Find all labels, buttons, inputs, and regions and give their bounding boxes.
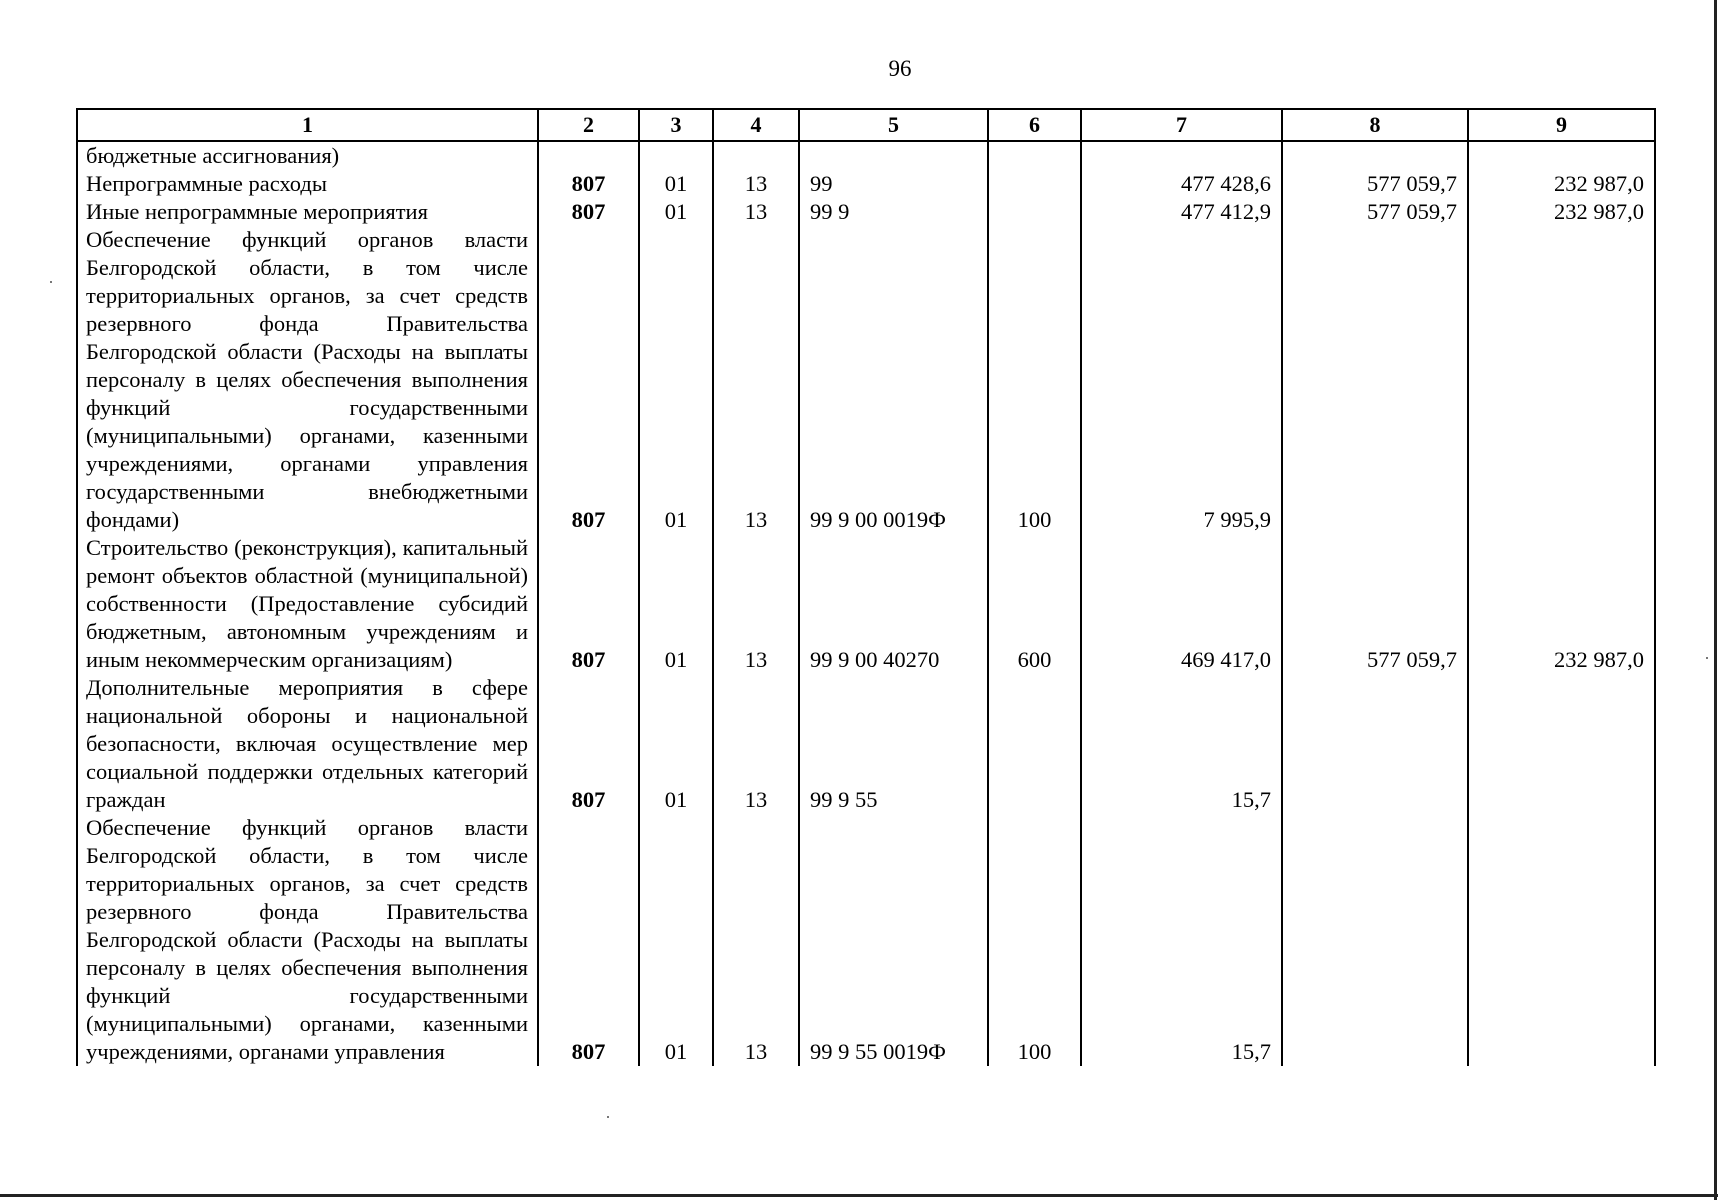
row-amount-3: 232 987,0 xyxy=(1468,534,1655,674)
row-description: Дополнительные мероприятия в сфере национальной обороны и национальной безопасности, включая осуществление мер социальной поддержки отдельных категорий граждан xyxy=(77,674,538,814)
row-amount-1: 7 995,9 xyxy=(1081,226,1282,534)
row-amount-3 xyxy=(1468,141,1655,170)
row-description: Строительство (реконструкция), капитальный ремонт объектов областной (муниципальной) собственности (Предоставление субсидий бюджетным, автономным учреждениям и иным некоммерческим организациям) xyxy=(77,534,538,674)
row-section: 01 xyxy=(639,814,713,1066)
table-row xyxy=(77,198,1655,226)
table-row xyxy=(77,534,1655,674)
row-section: 01 xyxy=(639,534,713,674)
row-subsection xyxy=(713,141,799,170)
row-amount-3: 232 987,0 xyxy=(1468,198,1655,226)
row-amount-1: 469 417,0 xyxy=(1081,534,1282,674)
table-row xyxy=(77,814,1655,1066)
row-amount-2 xyxy=(1282,674,1468,814)
scan-speck xyxy=(1706,657,1708,659)
table-row xyxy=(77,170,1655,198)
row-subsection: 13 xyxy=(713,534,799,674)
row-amount-1: 477 428,6 xyxy=(1081,170,1282,198)
row-target-article: 99 xyxy=(799,170,988,198)
row-expense-type xyxy=(988,198,1081,226)
row-amount-2: 577 059,7 xyxy=(1282,198,1468,226)
scan-border-bottom xyxy=(0,1194,1718,1197)
row-section: 01 xyxy=(639,170,713,198)
row-expense-type: 100 xyxy=(988,226,1081,534)
column-header: 7 xyxy=(1081,109,1282,141)
row-admin-code: 807 xyxy=(538,674,639,814)
row-subsection: 13 xyxy=(713,198,799,226)
table-row xyxy=(77,674,1655,814)
column-header: 4 xyxy=(713,109,799,141)
row-target-article: 99 9 00 40270 xyxy=(799,534,988,674)
row-section: 01 xyxy=(639,198,713,226)
row-subsection: 13 xyxy=(713,226,799,534)
scan-speck xyxy=(607,1116,609,1118)
row-amount-2: 577 059,7 xyxy=(1282,534,1468,674)
row-amount-2 xyxy=(1282,226,1468,534)
row-description: Иные непрограммные мероприятия xyxy=(77,198,538,226)
row-expense-type: 100 xyxy=(988,814,1081,1066)
row-target-article: 99 9 55 xyxy=(799,674,988,814)
column-header: 3 xyxy=(639,109,713,141)
row-amount-2 xyxy=(1282,141,1468,170)
row-expense-type xyxy=(988,170,1081,198)
row-amount-3 xyxy=(1468,814,1655,1066)
row-target-article: 99 9 55 0019Ф xyxy=(799,814,988,1066)
row-admin-code: 807 xyxy=(538,534,639,674)
budget-table xyxy=(76,108,1656,1066)
row-amount-1: 477 412,9 xyxy=(1081,198,1282,226)
column-header: 1 xyxy=(77,109,538,141)
row-amount-1: 15,7 xyxy=(1081,674,1282,814)
column-header: 5 xyxy=(799,109,988,141)
row-amount-3 xyxy=(1468,226,1655,534)
row-subsection: 13 xyxy=(713,674,799,814)
page-number: 96 xyxy=(888,56,912,81)
row-amount-3: 232 987,0 xyxy=(1468,170,1655,198)
row-amount-1 xyxy=(1081,141,1282,170)
scan-border-right xyxy=(1714,0,1717,1200)
row-amount-3 xyxy=(1468,674,1655,814)
scan-speck xyxy=(50,281,52,283)
row-description: Обеспечение функций органов власти Белгородской области, в том числе территориальных органов, за счет средств резервного фонда Правительства Белгородской области (Расходы на выплаты персоналу в целях обеспечения выполнения функций государственными (муниципальными) органами, казенными учреждениями, органами управления государственными внебюджетными фондами) xyxy=(77,226,538,534)
row-description: бюджетные ассигнования) xyxy=(77,141,538,170)
row-target-article xyxy=(799,141,988,170)
row-subsection: 13 xyxy=(713,170,799,198)
row-description: Обеспечение функций органов власти Белгородской области, в том числе территориальных органов, за счет средств резервного фонда Правительства Белгородской области (Расходы на выплаты персоналу в целях обеспечения выполнения функций государственными (муниципальными) органами, казенными учреждениями, органами управления xyxy=(77,814,538,1066)
row-expense-type xyxy=(988,141,1081,170)
row-admin-code: 807 xyxy=(538,198,639,226)
row-admin-code: 807 xyxy=(538,226,639,534)
column-header: 6 xyxy=(988,109,1081,141)
row-amount-1: 15,7 xyxy=(1081,814,1282,1066)
row-subsection: 13 xyxy=(713,814,799,1066)
row-description: Непрограммные расходы xyxy=(77,170,538,198)
row-admin-code: 807 xyxy=(538,814,639,1066)
table-row xyxy=(77,141,1655,170)
column-header: 9 xyxy=(1468,109,1655,141)
column-header: 2 xyxy=(538,109,639,141)
table-header-row xyxy=(77,109,1655,141)
row-expense-type xyxy=(988,674,1081,814)
row-section xyxy=(639,141,713,170)
row-target-article: 99 9 xyxy=(799,198,988,226)
row-admin-code: 807 xyxy=(538,170,639,198)
column-header: 8 xyxy=(1282,109,1468,141)
row-section: 01 xyxy=(639,674,713,814)
row-target-article: 99 9 00 0019Ф xyxy=(799,226,988,534)
table-row xyxy=(77,226,1655,534)
row-admin-code xyxy=(538,141,639,170)
row-section: 01 xyxy=(639,226,713,534)
row-amount-2 xyxy=(1282,814,1468,1066)
row-amount-2: 577 059,7 xyxy=(1282,170,1468,198)
row-expense-type: 600 xyxy=(988,534,1081,674)
